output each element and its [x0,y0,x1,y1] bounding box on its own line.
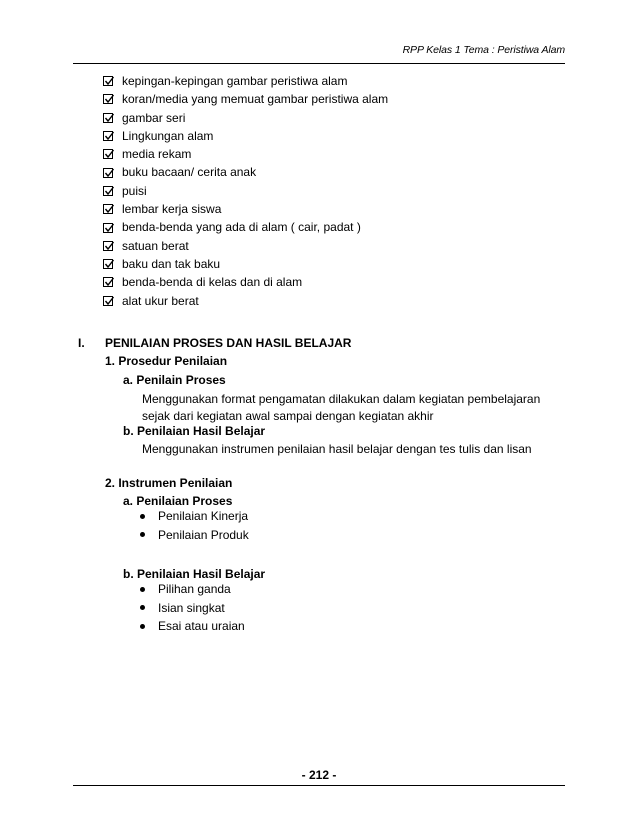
checklist-item [103,90,388,108]
checked-box-icon [103,277,113,287]
instrumen-a-list [140,507,249,544]
checklist-item-label: benda-benda di kelas dan di alam [122,275,303,290]
checklist-item [103,273,388,291]
header-divider [73,63,565,64]
checklist-item-label: puisi [122,183,147,198]
prosedur-b-heading: b. Penilaian Hasil Belajar [123,424,266,438]
checked-box-icon [103,76,113,86]
bullet-icon [140,514,145,519]
list-item-label: Penilaian Kinerja [158,509,249,523]
list-item [140,526,249,545]
bullet-icon [140,605,145,610]
checklist-item [103,127,388,145]
bullet-icon [140,587,145,592]
instrumen-a-heading: a. Penilaian Proses [123,494,233,508]
instrumen-b-heading: b. Penilaian Hasil Belajar [123,567,266,581]
checked-box-icon [103,241,113,251]
list-item-label: Esai atau uraian [158,619,245,633]
checked-box-icon [103,94,113,104]
checked-box-icon [103,223,113,233]
footer-divider [73,785,565,786]
checklist-item-label: satuan berat [122,238,189,253]
checklist-item-label: media rekam [122,147,192,162]
checklist-item-label: lembar kerja siswa [122,202,222,217]
list-item [140,580,245,599]
list-item-label: Pilihan ganda [158,582,231,596]
list-item-label: Penilaian Produk [158,527,249,542]
checklist-item [103,237,388,255]
prosedur-b-text: Menggunakan instrumen penilaian hasil belajar dengan tes tulis dan lisan [142,442,532,456]
checklist-item [103,109,388,127]
section-title: PENILAIAN PROSES DAN HASIL BELAJAR [105,336,352,350]
media-checklist [103,72,388,310]
list-item [140,507,249,526]
checked-box-icon [103,131,113,141]
bullet-icon [140,624,145,629]
checklist-item [103,182,388,200]
checklist-item [103,163,388,181]
prosedur-heading: 1. Prosedur Penilaian [105,354,228,368]
checklist-item [103,200,388,218]
instrumen-heading: 2. Instrumen Penilaian [105,476,233,490]
checklist-item-label: alat ukur berat [122,293,199,308]
checked-box-icon [103,259,113,269]
checked-box-icon [103,113,113,123]
checked-box-icon [103,186,113,196]
prosedur-a-heading: a. Penilain Proses [123,373,226,387]
checklist-item-label: buku bacaan/ cerita anak [122,165,257,180]
checklist-item [103,72,388,90]
list-item-label: Isian singkat [158,600,225,615]
checklist-item [103,255,388,273]
bullet-icon [140,532,145,537]
prosedur-a-text: Menggunakan format pengamatan dilakukan dalam kegiatan pembelajaran sejak dari kegiatan awal sampai dengan kegiatan akhir [142,392,541,423]
checklist-item [103,218,388,236]
checklist-item-label: koran/media yang memuat gambar peristiwa alam [122,92,389,107]
checklist-item-label: baku dan tak baku [122,256,221,271]
running-header: RPP Kelas 1 Tema : Peristiwa Alam [402,44,565,56]
list-item [140,617,245,636]
checklist-item [103,292,388,310]
checklist-item-label: benda-benda yang ada di alam ( cair, padat ) [122,220,361,235]
checked-box-icon [103,149,113,159]
page-number: - 212 - [301,768,337,782]
checked-box-icon [103,296,113,306]
checked-box-icon [103,168,113,178]
section-numeral: I. [78,336,85,350]
checklist-item [103,145,388,163]
checklist-item-label: Lingkungan alam [122,128,214,143]
checklist-item-label: kepingan-kepingan gambar peristiwa alam [122,74,348,88]
checklist-item-label: gambar seri [122,110,186,125]
checked-box-icon [103,204,113,214]
list-item [140,599,245,618]
instrumen-b-list [140,580,245,636]
